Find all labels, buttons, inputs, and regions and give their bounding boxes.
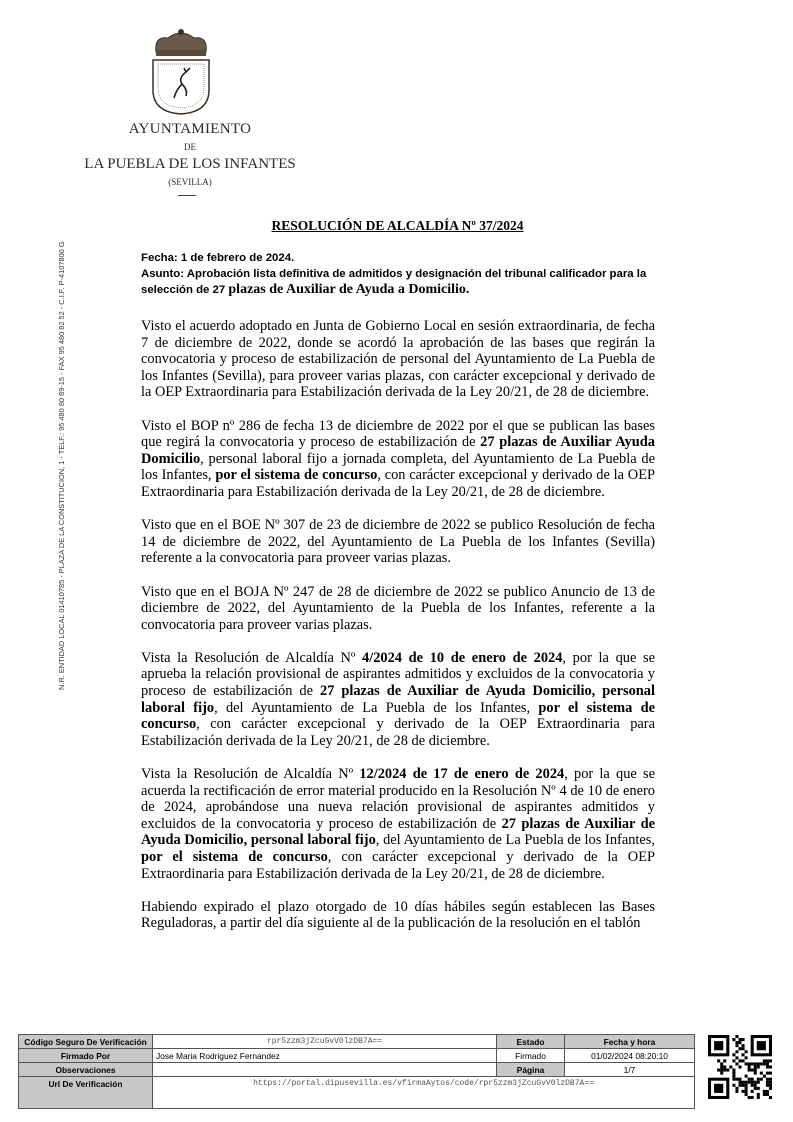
paragraph-text: , con carácter excepcional y derivado de la OEP Extraordinaria para Estabilización derivada de la Ley 20/21, de 28 de diciembre. <box>141 849 655 882</box>
org-name-line1: AYUNTAMIENTO <box>128 121 252 137</box>
body-paragraph <box>141 584 655 634</box>
pagina-label: Página <box>497 1063 565 1077</box>
org-name-line2: DE <box>184 142 196 152</box>
bold-text: por el sistema de concurso <box>215 467 378 484</box>
bold-text: 4/2024 de 10 de enero de 2024 <box>362 649 563 666</box>
paragraph-text: Visto que en el BOE Nº 307 de 23 de diciembre de 2022 se publico Resolución de fecha 14 de diciembre de 2022, del Ayuntamiento de La Puebla de los Infantes (Sevilla) referente a la convocatoria para proveer varias plazas. <box>141 517 655 567</box>
document-meta <box>141 250 661 298</box>
org-name-line3: LA PUEBLA DE LOS INFANTES <box>84 156 296 172</box>
qr-code <box>708 1035 772 1099</box>
obs-label: Observaciones <box>19 1063 153 1077</box>
fecha-value: 01/02/2024 08:20:10 <box>565 1049 695 1063</box>
bold-text: 27 plazas de Auxiliar de Ayuda Domicilio, personal laboral fijo <box>141 815 656 849</box>
document-body <box>141 318 655 949</box>
paragraph-text: Visto el BOP nº 286 de fecha 13 de diciembre de 2022 por el que se publican las bases que regirá la convocatoria y proceso de estabilización de <box>141 417 655 451</box>
url-value[interactable]: https://portal.dipusevilla.es/vfirmaAytos/code/rpr5zzm3jZcuGvV0lzDB7A== <box>153 1077 695 1109</box>
subject-tail: plazas de Auxiliar de Ayuda a Domicilio. <box>228 282 470 297</box>
body-paragraph <box>141 766 655 882</box>
fecha-label: Fecha y hora <box>565 1035 695 1049</box>
paragraph-text: Vista la Resolución de Alcaldía Nº <box>141 766 360 783</box>
paragraph-text: , con carácter excepcional y derivado de la OEP Extraordinaria para Estabilización derivada de la Ley 20/21, de 28 de diciembre. <box>141 467 655 500</box>
paragraph-text: , personal laboral fijo a jornada completa, del Ayuntamiento de La Puebla de los Infantes, <box>141 450 655 484</box>
bold-text: por el sistema de concurso <box>141 699 655 733</box>
bold-text: 12/2024 de 17 de enero de 2024 <box>359 766 565 783</box>
paragraph-text: , por la que se aprueba la relación provisional de aspirantes admitidos y excluidos de la convocatoria y proceso de estabilización de <box>141 649 656 700</box>
estado-value: Firmado <box>497 1049 565 1063</box>
paragraph-text: Visto el acuerdo adoptado en Junta de Gobierno Local en sesión extraordinaria, de fecha 7 de diciembre de 2022, donde se acordó la aprobación de las bases que regirán la convocatoria y proceso de estabilización de personal del Ayuntamiento de La Puebla de los Infantes (Sevilla), para proveer varias plazas, con carácter excepcional y derivado de la OEP Extraordinaria para Estabilización derivada de la Ley 20/21, de 28 de diciembre. <box>141 318 655 401</box>
bold-text: 27 plazas de Auxiliar Ayuda Domicilio <box>141 434 655 467</box>
firmado-value: Jose Maria Rodriguez Fernandez <box>153 1049 497 1063</box>
body-paragraph <box>141 318 655 401</box>
document-title: RESOLUCIÓN DE ALCALDÍA Nº 37/2024 <box>271 218 524 233</box>
header-divider <box>178 195 196 196</box>
paragraph-text: , por la que se acuerda la rectificación de error material producido en la Resolución Nº 4 de 10 de enero de 2024, aprobándose una nueva relación provisional de aspirantes admitidos y excluidos de la convocatoria y proceso de estabilización de <box>141 766 656 832</box>
org-name-line4: (SEVILLA) <box>168 177 212 187</box>
paragraph-text: Vista la Resolución de Alcaldía Nº <box>141 649 363 666</box>
paragraph-text: Visto que en el BOJA Nº 247 de 28 de diciembre de 2022 se publico Anuncio de 13 de diciembre de 2022, del Ayuntamiento de la Puebla de los Infantes, referente a la convocatoria para proveer varias plazas. <box>141 583 655 633</box>
obs-value <box>153 1063 497 1077</box>
paragraph-text: , del Ayuntamiento de La Puebla de los Infantes, <box>375 832 655 849</box>
body-paragraph <box>141 650 655 750</box>
body-paragraph <box>141 517 655 567</box>
bold-text: por el sistema de concurso <box>141 849 328 865</box>
bold-text: 27 plazas de Auxiliar de Ayuda Domicilio, personal laboral fijo <box>141 683 655 716</box>
pagina-value: 1/7 <box>565 1063 695 1077</box>
body-paragraph <box>141 899 655 932</box>
body-paragraph <box>141 418 655 501</box>
paragraph-text: , con carácter excepcional y derivado de la OEP Extraordinaria para Estabilización derivada de la Ley 20/21, de 28 de diciembre. <box>141 716 655 749</box>
paragraph-text: Habiendo expirado el plazo otorgado de 10 días hábiles según establecen las Bases Reguladoras, a partir del día siguiente al de la publicación de la resolución en el tablón <box>141 898 655 932</box>
municipal-crest-logo <box>148 28 214 116</box>
side-contact-text: N.R. ENTIDAD LOCAL 01410785 - PLAZA DE LA CONSTITUCION, 1 - TELF.: 95 480 80 89-15 - FAX 95 480 82 52 - C.I.F. P-4107800 G <box>57 241 66 690</box>
subject-line <box>141 266 661 298</box>
csv-value: rpr5zzm3jZcuGvV0lzDB7A== <box>153 1035 497 1049</box>
url-label: Url De Verificación <box>19 1077 153 1109</box>
subject-text: Asunto: Aprobación lista definitiva de admitidos y designación del tribunal calificador para la selección de 27 <box>141 268 647 296</box>
date-line: Fecha: 1 de febrero de 2024. <box>141 252 295 264</box>
firmado-label: Firmado Por <box>19 1049 153 1063</box>
signature-verification-table <box>18 1034 695 1109</box>
paragraph-text: , del Ayuntamiento de La Puebla de los Infantes, <box>214 699 539 716</box>
estado-label: Estado <box>497 1035 565 1049</box>
csv-label: Código Seguro De Verificación <box>19 1035 153 1049</box>
